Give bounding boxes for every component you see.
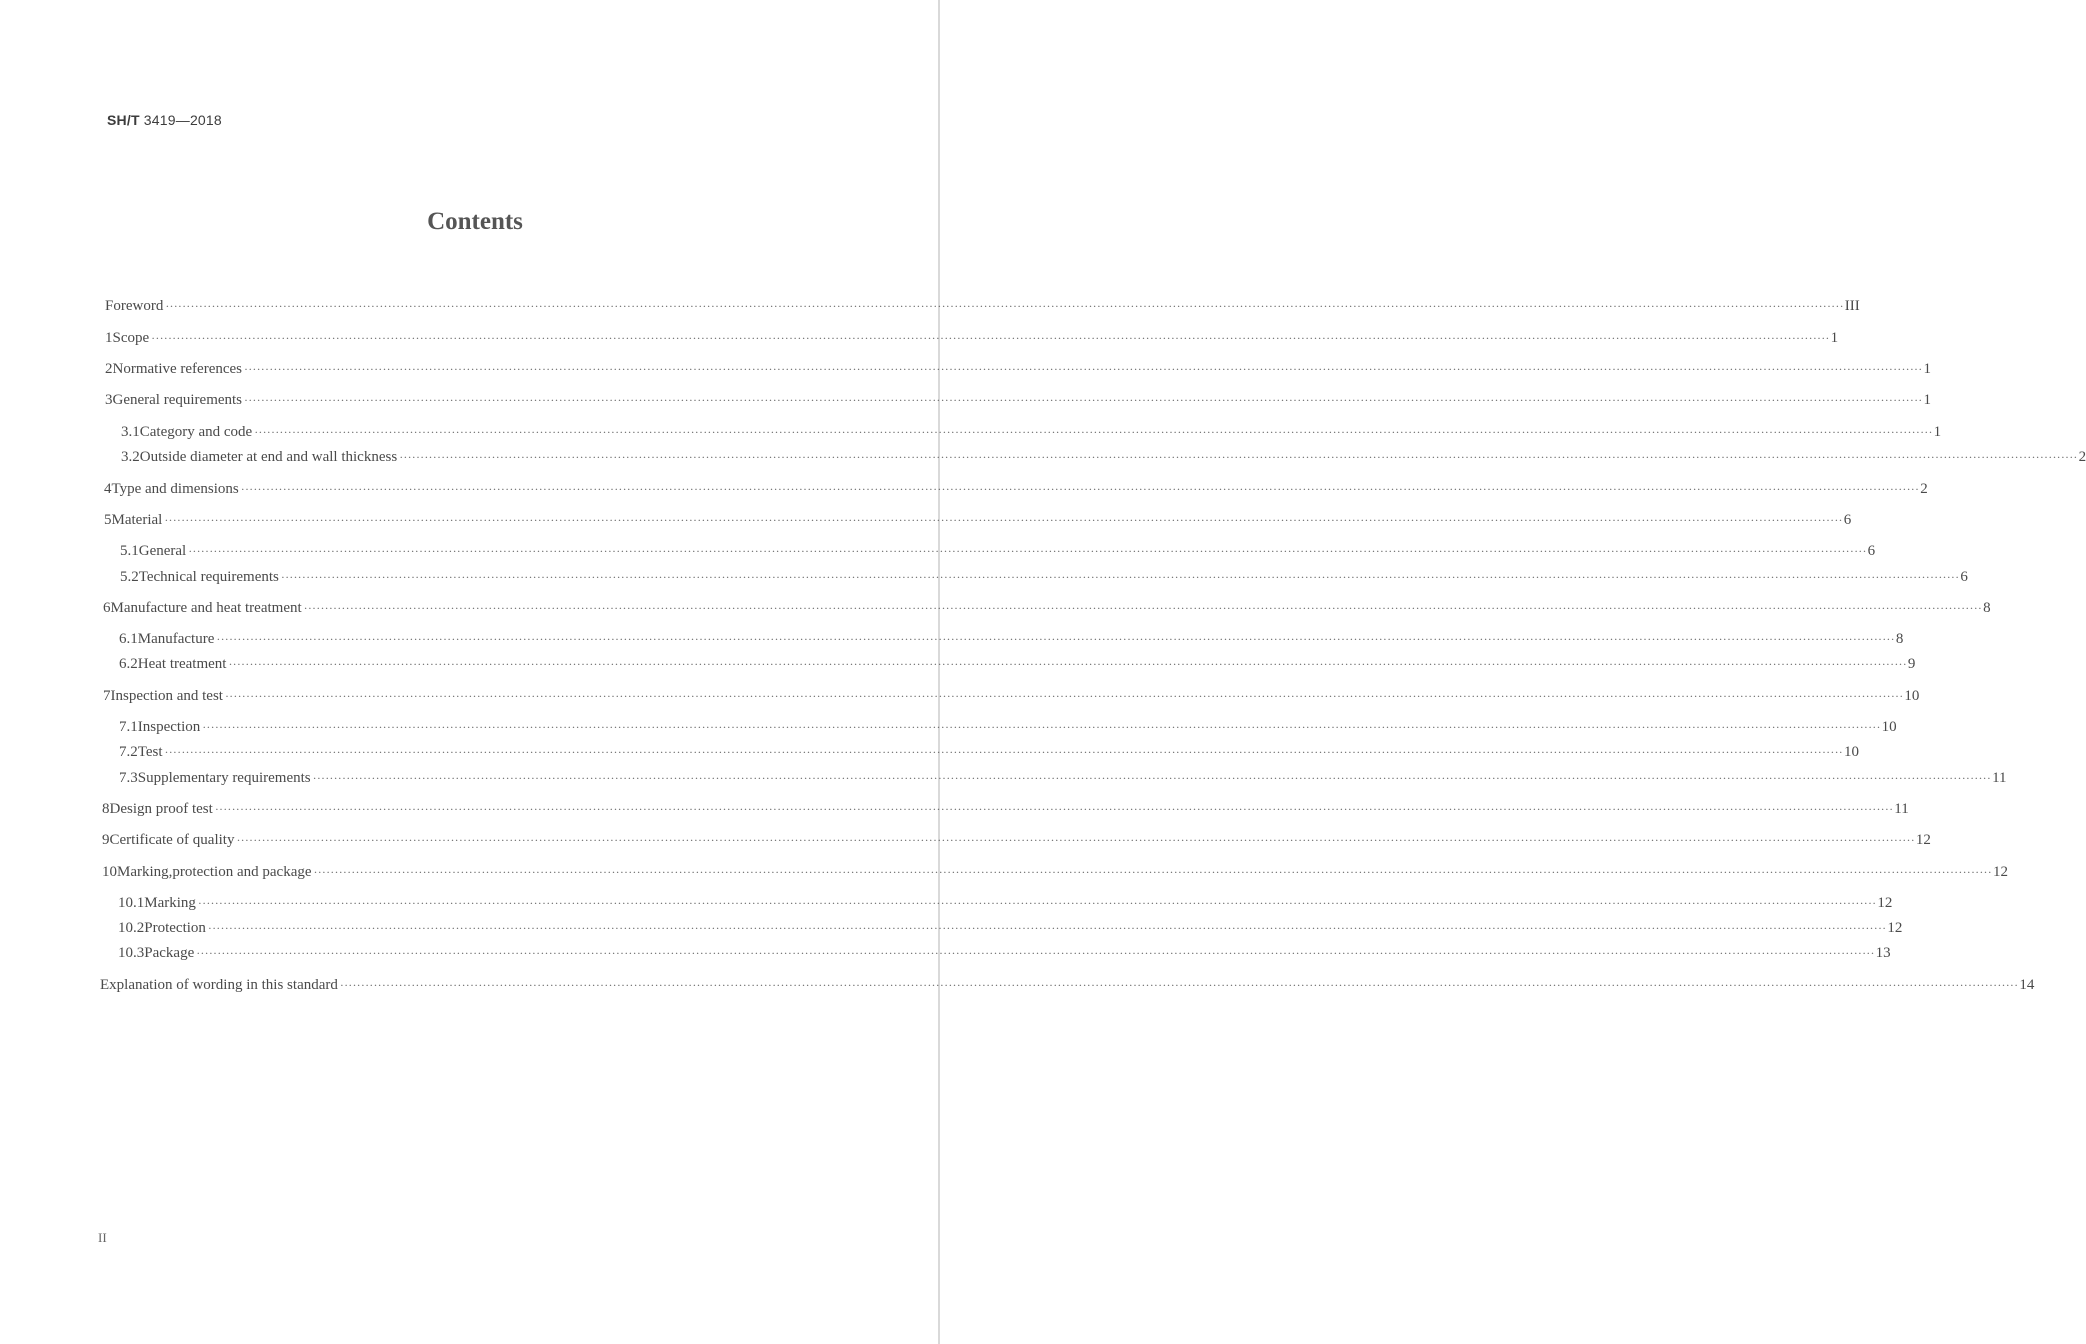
toc-entry-title: Supplementary requirements bbox=[137, 770, 311, 786]
toc-entry bbox=[105, 360, 1931, 378]
toc-dot-leader: ················································································································································································································································································································································································································ bbox=[312, 771, 1992, 785]
toc-dot-leader: ················································································································································································································································································································································································································ bbox=[244, 393, 1923, 407]
toc-entry-title: Protection bbox=[144, 920, 206, 936]
toc-entry-page: 2 bbox=[2078, 449, 2086, 465]
toc-entry bbox=[119, 769, 2007, 787]
toc-entry-page: 8 bbox=[1895, 631, 1904, 647]
toc-entry-number: 3 bbox=[105, 392, 113, 408]
toc-entry-title: Technical requirements bbox=[138, 569, 279, 585]
toc-entry-title: Normative references bbox=[112, 361, 243, 377]
toc-entry-page: 12 bbox=[1887, 920, 1903, 936]
toc-entry-number: 5 bbox=[104, 512, 112, 528]
toc-entry-number: 3.1 bbox=[121, 424, 140, 440]
toc-entry bbox=[102, 800, 1909, 818]
toc-entry-number: 4 bbox=[104, 481, 112, 497]
toc-entry-number: 6.2 bbox=[119, 656, 138, 672]
toc-entry bbox=[119, 655, 1916, 673]
toc-entry-number: 7.3 bbox=[119, 770, 138, 786]
toc-entry-number: 10.1 bbox=[118, 895, 145, 911]
toc-entry-title: Package bbox=[144, 945, 195, 961]
toc-entry-title: Category and code bbox=[139, 424, 253, 440]
toc-entry-page: 6 bbox=[1843, 512, 1852, 528]
toc-entry bbox=[104, 511, 1852, 529]
toc-dot-leader: ················································································································································································································································································································································································································ bbox=[280, 570, 1960, 584]
toc-entry-title: Manufacture bbox=[137, 631, 215, 647]
toc-entry-number: 10 bbox=[102, 864, 117, 880]
toc-entry-number: 10.2 bbox=[118, 920, 145, 936]
toc-entry-title: Test bbox=[137, 744, 163, 760]
page-number: II bbox=[98, 1230, 107, 1245]
toc-entry bbox=[119, 718, 1897, 736]
toc-dot-leader: ················································································································································································································································································································································································································ bbox=[164, 745, 1843, 759]
toc-dot-leader: ················································································································································································································································································································································································································ bbox=[399, 450, 2078, 464]
toc-entry-page: 12 bbox=[1915, 832, 1931, 848]
toc-entry bbox=[121, 423, 1942, 441]
toc-dot-leader: ················································································································································································································································································································································································································ bbox=[207, 921, 1887, 935]
toc-entry bbox=[103, 599, 1991, 617]
toc-entry-page: 11 bbox=[1894, 801, 1909, 817]
toc-dot-leader: ················································································································································································································································································································································································································ bbox=[228, 657, 1907, 671]
toc-dot-leader: ················································································································································································································································································································································································································ bbox=[202, 720, 1881, 734]
toc-entry-title: Certificate of quality bbox=[109, 832, 235, 848]
standard-prefix: SH/T bbox=[107, 112, 140, 128]
toc-entry-number: 6 bbox=[103, 600, 111, 616]
page-title: Contents bbox=[427, 208, 523, 235]
toc-entry-title: Type and dimensions bbox=[111, 481, 239, 497]
toc-entry-number: 2 bbox=[105, 361, 113, 377]
toc-entry-number: 8 bbox=[102, 801, 110, 817]
toc-entry-title: Design proof test bbox=[109, 801, 213, 817]
toc-dot-leader: ················································································································································································································································································································································································································ bbox=[254, 425, 1933, 439]
toc-entry-page: 1 bbox=[1923, 361, 1931, 377]
toc-entry-page: 1 bbox=[1923, 392, 1931, 408]
toc-entry bbox=[103, 687, 1920, 705]
toc-entry bbox=[104, 480, 1928, 498]
toc-entry-number: 6.1 bbox=[119, 631, 138, 647]
toc-dot-leader: ················································································································································································································································································································································································································ bbox=[164, 513, 1843, 527]
toc-entry bbox=[120, 542, 1876, 560]
toc-entry bbox=[119, 630, 1904, 648]
toc-dot-leader: ················································································································································································································································································································································································································ bbox=[216, 632, 1895, 646]
toc-dot-leader: ················································································································································································································································································································································································································ bbox=[240, 482, 1920, 496]
toc-entry-page: 9 bbox=[1907, 656, 1916, 672]
toc-entry bbox=[102, 863, 2008, 881]
toc-entry-title: Marking bbox=[144, 895, 196, 911]
toc-entry-page: 8 bbox=[1983, 600, 1991, 616]
toc-entry-page: 10 bbox=[1904, 688, 1920, 704]
toc-dot-leader: ················································································································································································································································································································································································································ bbox=[224, 689, 1904, 703]
toc-entry bbox=[105, 391, 1931, 409]
toc-entry-number: 7.2 bbox=[119, 744, 138, 760]
toc-entry-title: Inspection and test bbox=[110, 688, 223, 704]
toc-entry bbox=[105, 297, 1860, 315]
toc-entry-page: 6 bbox=[1867, 543, 1876, 559]
toc-entry-title: Foreword bbox=[105, 298, 164, 314]
toc-entry bbox=[100, 976, 2035, 994]
toc-dot-leader: ················································································································································································································································································································································································································ bbox=[236, 833, 1915, 847]
toc-dot-leader: ················································································································································································································································································································································································································ bbox=[196, 946, 1875, 960]
toc-dot-leader: ················································································································································································································································································································································································································ bbox=[244, 362, 1923, 376]
toc-entry bbox=[119, 743, 1859, 761]
toc-entry-title: Material bbox=[111, 512, 163, 528]
toc-entry bbox=[118, 919, 1903, 937]
toc-dot-leader: ················································································································································································································································································································································································································ bbox=[188, 544, 1867, 558]
toc-entry-page: 10 bbox=[1843, 744, 1859, 760]
toc-entry bbox=[118, 894, 1893, 912]
toc-entry-title: Outside diameter at end and wall thickness bbox=[139, 449, 398, 465]
toc-entry-page: 11 bbox=[1992, 770, 2007, 786]
toc-entry-page: 12 bbox=[1992, 864, 2008, 880]
standard-number: 3419—2018 bbox=[143, 112, 222, 128]
toc-entry-page: 2 bbox=[1920, 481, 1928, 497]
toc-entry-title: General bbox=[138, 543, 187, 559]
toc-entry-number: 5.2 bbox=[120, 569, 139, 585]
toc-entry-number: 9 bbox=[102, 832, 110, 848]
toc-entry-title: Manufacture and heat treatment bbox=[110, 600, 302, 616]
toc-entry-title: Inspection bbox=[137, 719, 201, 735]
toc-entry-number: 3.2 bbox=[121, 449, 140, 465]
toc-entry-page: 10 bbox=[1881, 719, 1897, 735]
toc-entry-title: Scope bbox=[112, 330, 150, 346]
toc-entry-page: III bbox=[1844, 298, 1860, 314]
toc-dot-leader: ················································································································································································································································································································································································································ bbox=[339, 978, 2019, 992]
toc-dot-leader: ················································································································································································································································································································································································································ bbox=[214, 802, 1894, 816]
standard-code bbox=[107, 112, 222, 128]
toc-dot-leader: ················································································································································································································································································································································································································ bbox=[151, 331, 1830, 345]
toc-dot-leader: ················································································································································································································································································································································································································ bbox=[197, 896, 1877, 910]
toc-entry bbox=[118, 944, 1891, 962]
toc-entry-title: Marking,protection and package bbox=[117, 864, 312, 880]
toc-entry-title: Heat treatment bbox=[137, 656, 227, 672]
toc-dot-leader: ················································································································································································································································································································································································································ bbox=[303, 601, 1983, 615]
toc-entry bbox=[102, 831, 1931, 849]
toc-entry-number: 5.1 bbox=[120, 543, 139, 559]
toc-entry-page: 14 bbox=[2019, 977, 2035, 993]
toc-entry bbox=[120, 568, 1968, 586]
toc-entry bbox=[105, 329, 1839, 347]
toc-entry-title: General requirements bbox=[112, 392, 243, 408]
toc-dot-leader: ················································································································································································································································································································································································································ bbox=[165, 299, 1844, 313]
toc-entry bbox=[121, 448, 2086, 466]
toc-dot-leader: ················································································································································································································································································································································································································ bbox=[313, 865, 1992, 879]
toc-entry-number: 7.1 bbox=[119, 719, 138, 735]
toc-entry-page: 6 bbox=[1960, 569, 1968, 585]
toc-entry-page: 1 bbox=[1933, 424, 1942, 440]
toc-entry-number: 10.3 bbox=[118, 945, 145, 961]
toc-entry-number: 1 bbox=[105, 330, 113, 346]
toc-entry-number: 7 bbox=[103, 688, 111, 704]
toc-entry-page: 12 bbox=[1877, 895, 1893, 911]
toc-entry-title: Explanation of wording in this standard bbox=[100, 977, 338, 993]
toc-entry-page: 1 bbox=[1830, 330, 1839, 346]
toc-entry-page: 13 bbox=[1875, 945, 1891, 961]
